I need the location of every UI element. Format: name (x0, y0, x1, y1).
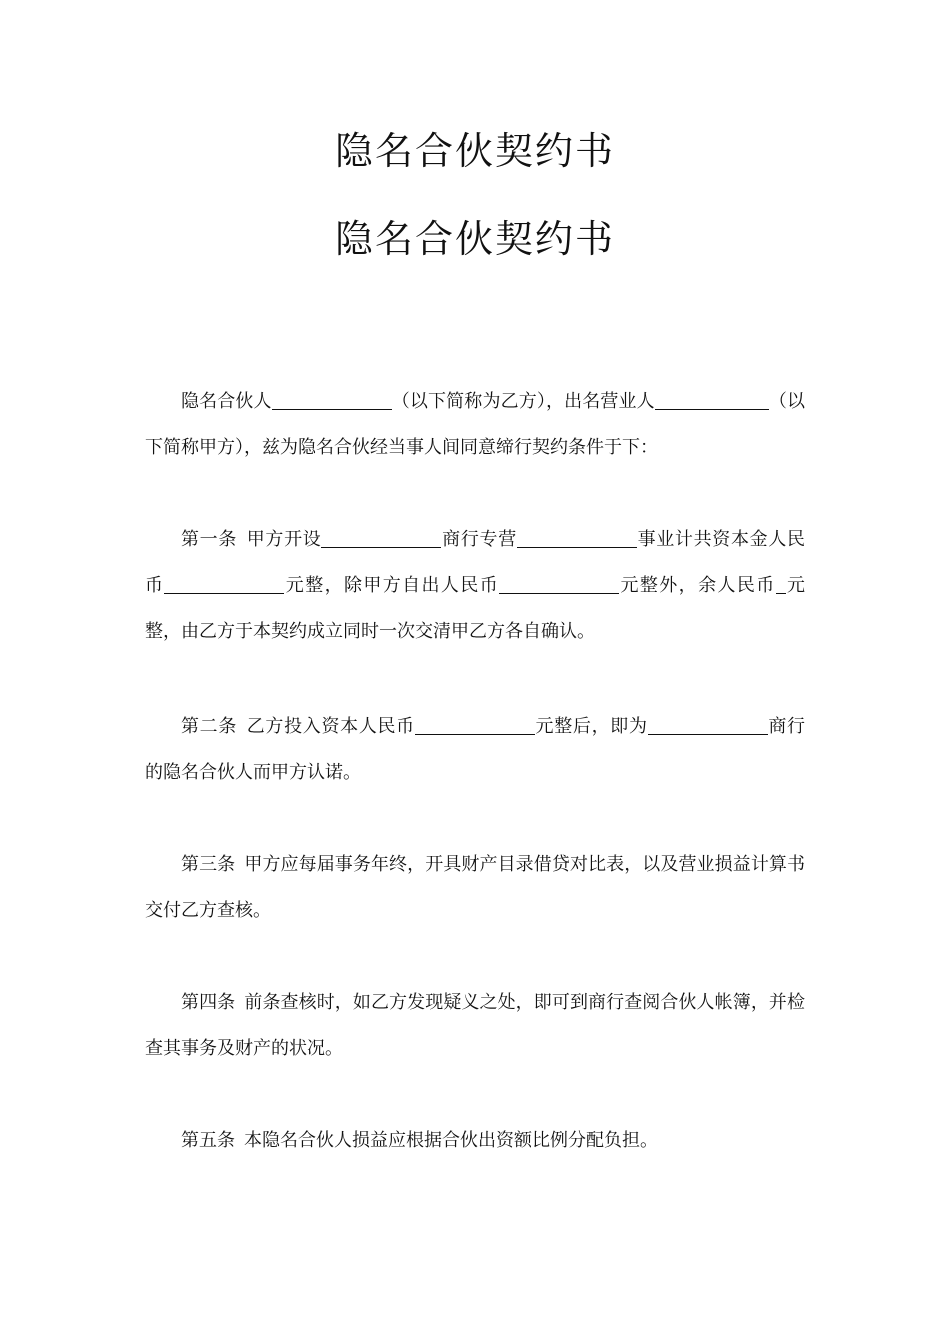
blank-line (648, 716, 768, 735)
article-2 (145, 704, 805, 796)
article-1 (145, 517, 805, 655)
document-title: 隐名合伙契约书 (334, 129, 615, 173)
preamble-text: （以下简称甲方），兹为隐名合伙经当事人间同意缔行契约条件于下： (145, 391, 806, 458)
article-text: 事业计共资本金人民币 (145, 529, 806, 596)
blank-line (415, 716, 535, 735)
blank-line (272, 391, 392, 410)
article-text: 甲方开设 (246, 529, 322, 550)
article-heading: 第二条 (181, 716, 238, 737)
blank-line (776, 575, 786, 594)
preamble-text: 隐名合伙人 (181, 391, 272, 412)
article-text: 商行专营 (441, 529, 517, 550)
article-text: 乙方投入资本人民币 (246, 716, 415, 737)
blank-line (517, 529, 637, 548)
article-heading: 第三条 (181, 854, 236, 875)
article-text: 本隐名合伙人损益应根据合伙出资额比例分配负担。 (244, 1130, 658, 1151)
blank-line (321, 529, 441, 548)
article-text: 商行的隐名合伙人而甲方认诺。 (145, 716, 806, 783)
document-subtitle: 隐名合伙契约书 (334, 217, 615, 261)
blank-line (499, 575, 619, 594)
article-heading: 第一条 (181, 529, 238, 550)
blank-line (655, 391, 769, 410)
article-4 (145, 980, 805, 1072)
article-5 (145, 1118, 805, 1164)
article-3 (145, 842, 805, 934)
article-text: 元整外，余人民币 (619, 575, 776, 596)
article-text: 元整，除甲方自出人民币 (284, 575, 500, 596)
blank-line (164, 575, 284, 594)
article-text: 元整后，即为 (534, 716, 648, 737)
preamble-text: （以下简称为乙方），出名营业人 (391, 391, 655, 412)
article-heading: 第五条 (181, 1130, 235, 1151)
article-heading: 第四条 (181, 992, 236, 1013)
article-text: 元整，由乙方于本契约成立同时一次交清甲乙方各自确认。 (145, 575, 806, 642)
article-text: 前条查核时，如乙方发现疑义之处，即可到商行查阅合伙人帐簿，并检查其事务及财产的状况。 (145, 992, 805, 1059)
article-text: 甲方应每届事务年终，开具财产目录借贷对比表，以及营业损益计算书交付乙方查核。 (145, 854, 805, 921)
preamble-paragraph (145, 379, 805, 471)
